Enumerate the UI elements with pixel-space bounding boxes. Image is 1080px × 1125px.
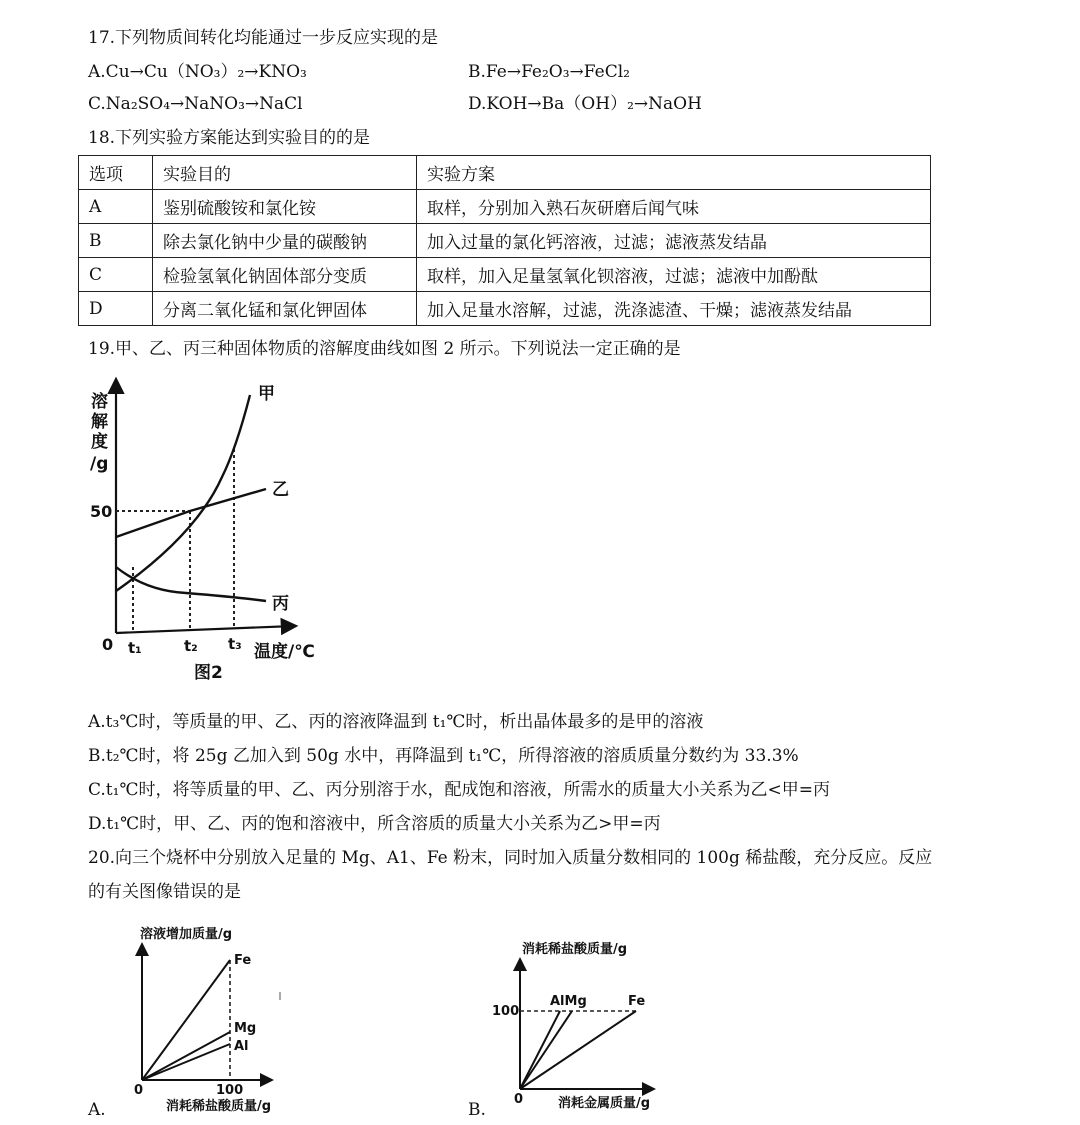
graph-b [488, 935, 688, 1125]
y-tick-label: 100 [492, 1004, 520, 1019]
x-axis [116, 626, 294, 633]
q17-option-d: D.KOH→Ba（OH）₂→NaOH [468, 94, 702, 114]
figure-caption: 图2 [194, 663, 223, 683]
x-axis-label: 温度/℃ [254, 642, 315, 662]
q18-table [78, 155, 931, 326]
line-mg [142, 1032, 230, 1080]
table-row [79, 224, 931, 258]
table-cell: 加入足量水溶解，过滤，洗涤滤渣、干燥；滤液蒸发结晶 [417, 292, 931, 326]
q19-option-b: B.t₂℃时，将 25g 乙加入到 50g 水中，再降温到 t₁℃，所得溶液的溶质质量分数约为 33.3% [88, 746, 799, 766]
x-tick-label: t₁ [128, 639, 142, 657]
table-cell: A [79, 190, 153, 224]
x-tick-label: 100 [216, 1083, 244, 1098]
table-row [79, 258, 931, 292]
origin-label: 0 [102, 635, 114, 654]
series-label-mg: Mg [234, 1021, 257, 1036]
table-cell: C [79, 258, 153, 292]
table-row [79, 190, 931, 224]
x-axis-label: 消耗稀盐酸质量/g [166, 1099, 272, 1114]
q17-option-a: A.Cu→Cu（NO₃）₂→KNO₃ [88, 62, 307, 82]
series-label-fe: Fe [234, 953, 252, 968]
line-al [520, 1011, 560, 1089]
x-tick-label: t₃ [228, 635, 242, 653]
table-cell: 取样，分别加入熟石灰研磨后闻气味 [417, 190, 931, 224]
table-cell: 检验氢氧化钠固体部分变质 [153, 258, 417, 292]
line-mg [520, 1011, 572, 1089]
origin-label: 0 [134, 1083, 144, 1098]
solubility-curve-figure [86, 375, 326, 685]
series-label-bing: 丙 [272, 594, 289, 614]
q20-graph-a-option: A. [88, 1100, 106, 1120]
q17-option-b: B.Fe→Fe₂O₃→FeCl₂ [468, 62, 630, 82]
table-cell: 分离二氧化锰和氯化钾固体 [153, 292, 417, 326]
y-label-char: 溶 [91, 392, 108, 412]
table-header-cell: 实验方案 [417, 156, 931, 190]
series-label-al: Al [234, 1039, 249, 1054]
q18-stem: 18.下列实验方案能达到实验目的的是 [88, 128, 371, 148]
x-tick-label: t₂ [184, 637, 198, 655]
table-cell: B [79, 224, 153, 258]
table-header-row [79, 156, 931, 190]
q19-stem: 19.甲、乙、丙三种固体物质的溶解度曲线如图 2 所示。下列说法一定正确的是 [88, 339, 681, 359]
table-header-cell: 实验目的 [153, 156, 417, 190]
table-cell: D [79, 292, 153, 326]
q20-stem-line1: 20.向三个烧杯中分别放入足量的 Mg、A1、Fe 粉末，同时加入质量分数相同的 100g 稀盐酸，充分反应。反应 [88, 848, 933, 868]
q20-stem-line2: 的有关图像错误的是 [88, 882, 241, 902]
table-cell: 鉴别硫酸铵和氯化铵 [153, 190, 417, 224]
table-cell: 取样，加入足量氢氧化钡溶液，过滤；滤液中加酚酞 [417, 258, 931, 292]
y-label-char: 解 [91, 412, 108, 432]
y-axis-label: 消耗稀盐酸质量/g [522, 942, 628, 957]
line-fe [520, 1011, 636, 1089]
q19-option-a: A.t₃℃时，等质量的甲、乙、丙的溶液降温到 t₁℃时，析出晶体最多的是甲的溶液 [88, 712, 704, 732]
q19-option-d: D.t₁℃时，甲、乙、丙的饱和溶液中，所含溶质的质量大小关系为乙>甲=丙 [88, 814, 661, 834]
table-cell: 除去氯化钠中少量的碳酸钠 [153, 224, 417, 258]
series-label-al-mg: AlMg [550, 994, 587, 1009]
series-label-yi: 乙 [272, 480, 289, 500]
table-header-cell: 选项 [79, 156, 153, 190]
q19-option-c: C.t₁℃时，将等质量的甲、乙、丙分别溶于水，配成饱和溶液，所需水的质量大小关系为乙<甲=丙 [88, 780, 830, 800]
series-label-fe: Fe [628, 994, 646, 1009]
q20-graph-b-option: B. [468, 1100, 486, 1120]
y-label-char: 度 [91, 432, 108, 452]
x-axis-label: 消耗金属质量/g [558, 1096, 651, 1111]
origin-label: 0 [514, 1092, 524, 1107]
y-tick-label: 50 [90, 502, 113, 521]
table-cell: 加入过量的氯化钙溶液，过滤；滤液蒸发结晶 [417, 224, 931, 258]
table-row [79, 292, 931, 326]
y-label-char: /g [90, 454, 109, 474]
series-label-jia: 甲 [258, 384, 275, 404]
y-axis-label: 溶液增加质量/g [140, 927, 233, 942]
curve-jia [116, 395, 250, 591]
graph-a [110, 920, 370, 1120]
q17-option-c: C.Na₂SO₄→NaNO₃→NaCl [88, 94, 303, 114]
q17-stem: 17.下列物质间转化均能通过一步反应实现的是 [88, 28, 439, 48]
